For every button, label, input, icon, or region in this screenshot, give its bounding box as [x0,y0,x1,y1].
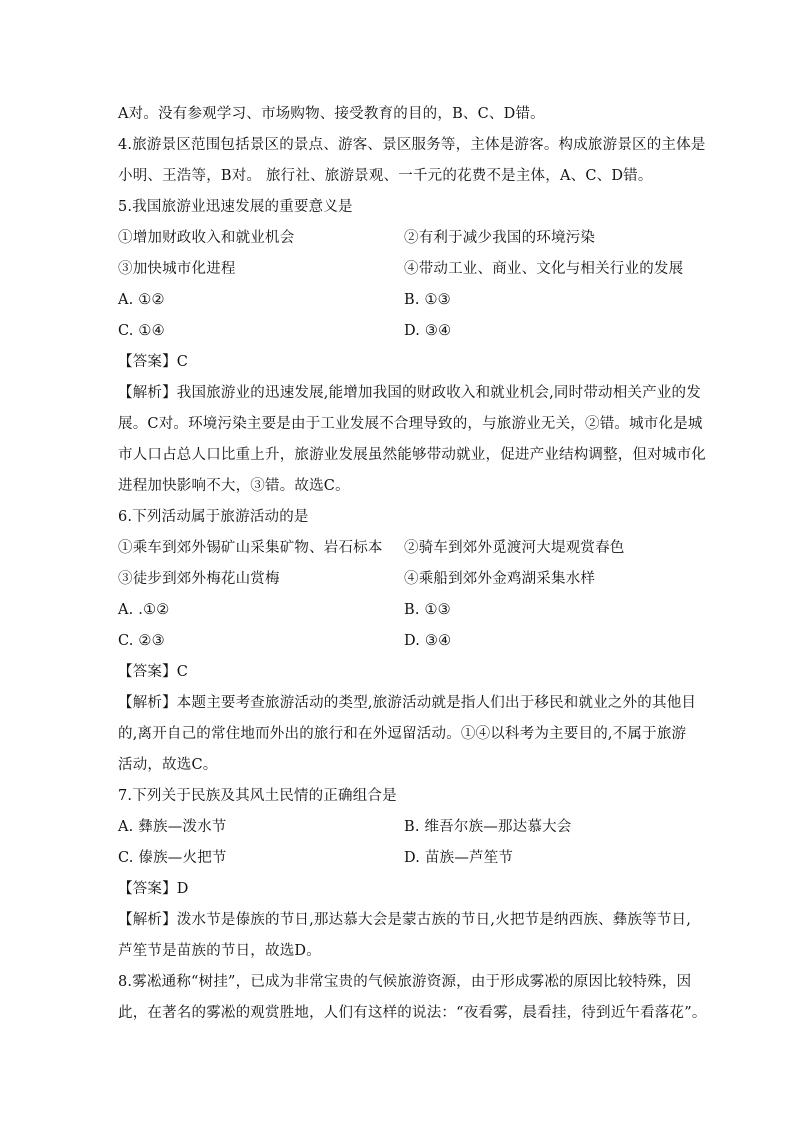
question-5-stem: 5.我国旅游业迅速发展的重要意义是 [118,199,353,215]
option-item: ①乘车到郊外锡矿山采集矿物、岩石标本 [118,540,383,556]
option-item: ③加快城市化进程 [118,261,236,277]
answer-label: 【答案】C [118,354,189,370]
choice-d: D. ③④ [404,633,452,649]
question-8-stem: 8.雾凇通称“树挂”，已成为非常宝贵的气候旅游资源，由于形成雾凇的原因比较特殊，因 [118,974,692,990]
analysis-text: 展。C对。环境污染主要是由于工业发展不合理导致的，与旅游业无关，②错。城市化是城 [118,416,703,432]
choice-c: C. ①④ [118,323,165,339]
choice-b: B. 维吾尔族—那达慕大会 [404,819,572,835]
text-line: A对。没有参观学习、市场购物、接受教育的目的，B、C、D错。 [118,106,545,122]
question-6-stem: 6.下列活动属于旅游活动的是 [118,509,309,525]
analysis-text: 【解析】泼水节是傣族的节日,那达慕大会是蒙古族的节日,火把节是纳西族、彝族等节日, [118,912,692,928]
question-8-stem: 此，在著名的雾凇的观赏胜地，人们有这样的说法：“夜看雾，晨看挂，待到近午看落花”。 [118,1005,707,1021]
choice-d: D. 苗族—芦笙节 [404,850,514,866]
option-item: ①增加财政收入和就业机会 [118,230,295,246]
analysis-text: 进程加快影响不大，③错。故选C。 [118,478,350,494]
choice-a: A. 彝族—泼水节 [118,819,227,835]
option-item: ②有利于减少我国的环境污染 [404,230,596,246]
analysis-text: 活动，故选C。 [118,757,218,773]
analysis-text: 芦笙节是苗族的节日，故选D。 [118,943,321,959]
choice-a: A. .①② [118,602,170,618]
analysis-text: 【解析】我国旅游业的迅速发展,能增加我国的财政收入和就业机会,同时带动相关产业的发 [118,385,701,401]
analysis-text: 市人口占总人口比重上升，旅游业发展虽然能够带动就业，促进产业结构调整，但对城市化 [118,447,706,463]
choice-d: D. ③④ [404,323,452,339]
answer-label: 【答案】D [118,881,189,897]
option-item: ③徒步到郊外梅花山赏梅 [118,571,280,587]
choice-b: B. ①③ [404,292,451,308]
option-item: ④带动工业、商业、文化与相关行业的发展 [404,261,684,277]
analysis-text: 的,离开自己的常住地而外出的旅行和在外逗留活动。①④以科考为主要目的,不属于旅游 [118,726,687,742]
choice-b: B. ①③ [404,602,451,618]
choice-c: C. ②③ [118,633,165,649]
answer-label: 【答案】C [118,664,189,680]
option-item: ②骑车到郊外觅渡河大堤观赏春色 [404,540,625,556]
option-item: ④乘船到郊外金鸡湖采集水样 [404,571,596,587]
choice-c: C. 傣族—火把节 [118,850,227,866]
choice-a: A. ①② [118,292,165,308]
text-line: 小明、王浩等，B对。 旅行社、旅游景观、一千元的花费不是主体，A、C、D错。 [118,168,653,184]
question-4-explanation: 4.旅游景区范围包括景区的景点、游客、景区服务等，主体是游客。构成旅游景区的主体是 [118,137,706,153]
question-7-stem: 7.下列关于民族及其风土民情的正确组合是 [118,788,397,804]
analysis-text: 【解析】本题主要考查旅游活动的类型,旅游活动就是指人们出于移民和就业之外的其他目 [118,695,697,711]
